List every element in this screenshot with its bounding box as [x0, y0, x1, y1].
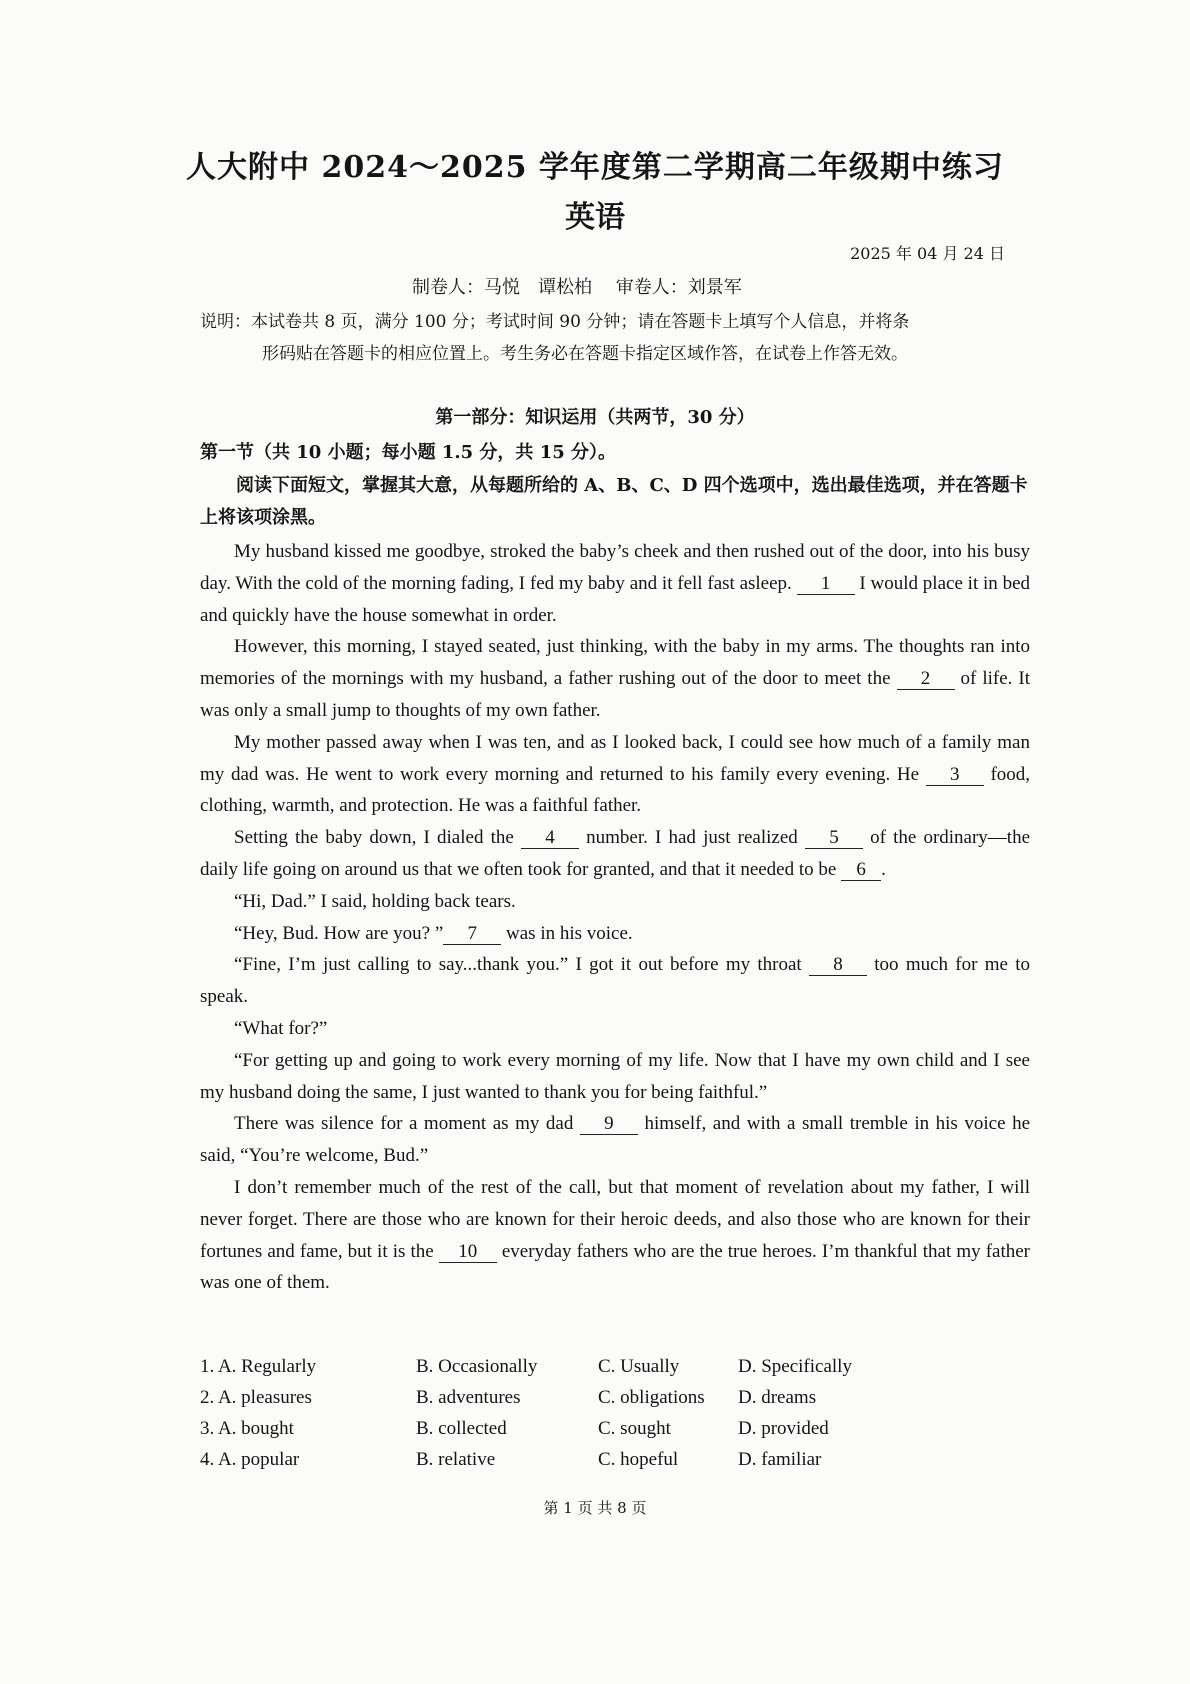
- option: 1. A. Regularly: [200, 1356, 317, 1377]
- notice-line-2: 形码贴在答题卡的相应位置上。考生务必在答题卡指定区域作答，在试卷上作答无效。: [262, 344, 908, 364]
- option: C. hopeful: [598, 1449, 679, 1470]
- option: 3. A. bought: [200, 1418, 294, 1439]
- option: B. relative: [416, 1449, 496, 1470]
- reviewer-label: 审卷人：刘景军: [615, 277, 742, 298]
- option: D. Specifically: [738, 1356, 852, 1377]
- option: D. dreams: [738, 1387, 817, 1408]
- option: D. familiar: [738, 1449, 822, 1470]
- option: C. Usually: [598, 1356, 680, 1377]
- option: C. obligations: [598, 1387, 705, 1408]
- blank-3: 3: [926, 765, 984, 786]
- blank-5: 5: [805, 828, 863, 849]
- option: 4. A. popular: [200, 1449, 300, 1470]
- blank-1: 1: [797, 574, 855, 595]
- option: B. Occasionally: [416, 1356, 538, 1377]
- section-heading: 第一节（共 10 小题；每小题 1.5 分，共 15 分）。: [200, 442, 617, 463]
- page-footer: 第 1 页 共 8 页: [543, 1499, 647, 1517]
- option: B. adventures: [416, 1387, 521, 1408]
- blank-8: 8: [809, 955, 867, 976]
- paragraph: “Hey, Bud. How are you? ” 7 was in his voice.: [234, 922, 633, 944]
- subject-title: 英语: [565, 200, 625, 235]
- paragraph: “Hi, Dad.” I said, holding back tears.: [234, 890, 516, 912]
- exam-notice: [200, 306, 1020, 370]
- section-instruction: 阅读下面短文，掌握其大意，从每题所给的 A、B、C、D 四个选项中，选出最佳选项，并在答题卡上将该项涂黑。: [200, 475, 1028, 528]
- blank-7: 7: [443, 924, 501, 945]
- paragraph: I don’t remember much of the rest of the call, but that moment of revelation about my father, I will never forget. There are those who are known for their heroic deeds, and also those who are known for their fortunes and fame, but it is the 10 everyday fathers who are the true heroes. I’m thankful that my father was one of them.: [200, 1176, 1031, 1294]
- paragraph: “For getting up and going to work every morning of my life. Now that I have my own child and I see my husband doing the same, I just wanted to thank you for being faithful.”: [200, 1049, 1030, 1103]
- option: B. collected: [416, 1418, 507, 1439]
- paragraph: My mother passed away when I was ten, and as I looked back, I could see how much of a family man my dad was. He went to work every morning and returned to his family every evening. He 3 food, clothing, warmth, and protection. He was a faithful father.: [200, 731, 1031, 817]
- paper-makers: [412, 273, 760, 299]
- option: C. sought: [598, 1418, 671, 1439]
- blank-2: 2: [897, 669, 955, 690]
- paragraph: There was silence for a moment as my dad 9 himself, and with a small tremble in his voice he said, “You’re welcome, Bud.”: [200, 1113, 1030, 1167]
- part-heading: 第一部分：知识运用（共两节，30 分）: [435, 407, 755, 428]
- option: D. provided: [738, 1418, 829, 1439]
- paragraph: “What for?”: [234, 1017, 328, 1039]
- exam-date: 2025 年 04 月 24 日: [850, 244, 1005, 263]
- blank-10: 10: [439, 1242, 497, 1263]
- paragraph: Setting the baby down, I dialed the 4 number. I had just realized 5 of the ordinary—the daily life going on around us that we often took for granted, and that it needed to be 6 .: [200, 827, 1031, 880]
- paragraph: My husband kissed me goodbye, stroked the baby’s cheek and then rushed out of the door, into his busy day. With the cold of the morning fading, I fed my baby and it fell fast asleep. 1 I would place it in bed and quickly have the house somewhat in order.: [200, 541, 1031, 626]
- notice-line-1: 说明：本试卷共 8 页，满分 100 分；考试时间 90 分钟；请在答题卡上填写个人信息，并将条: [200, 312, 910, 332]
- blank-4: 4: [521, 828, 579, 849]
- cloze-passage: [200, 536, 1030, 1299]
- paragraph: However, this morning, I stayed seated, just thinking, with the baby in my arms. The thoughts ran into memories of the mornings with my husband, a father rushing out of the door to meet the 2 of life. It was only a small jump to thoughts of my own father.: [200, 636, 1031, 721]
- option: 2. A. pleasures: [200, 1387, 312, 1408]
- blank-9: 9: [580, 1114, 638, 1135]
- exam-title: 人大附中 2024～2025 学年度第二学期高二年级期中练习: [186, 150, 1004, 185]
- paragraph: “Fine, I’m just calling to say...thank you.” I got it out before my throat 8 too much for me to speak.: [200, 954, 1031, 1008]
- makers-label: 制卷人：马悦 谭松柏: [412, 277, 592, 298]
- blank-6: 6: [841, 860, 881, 881]
